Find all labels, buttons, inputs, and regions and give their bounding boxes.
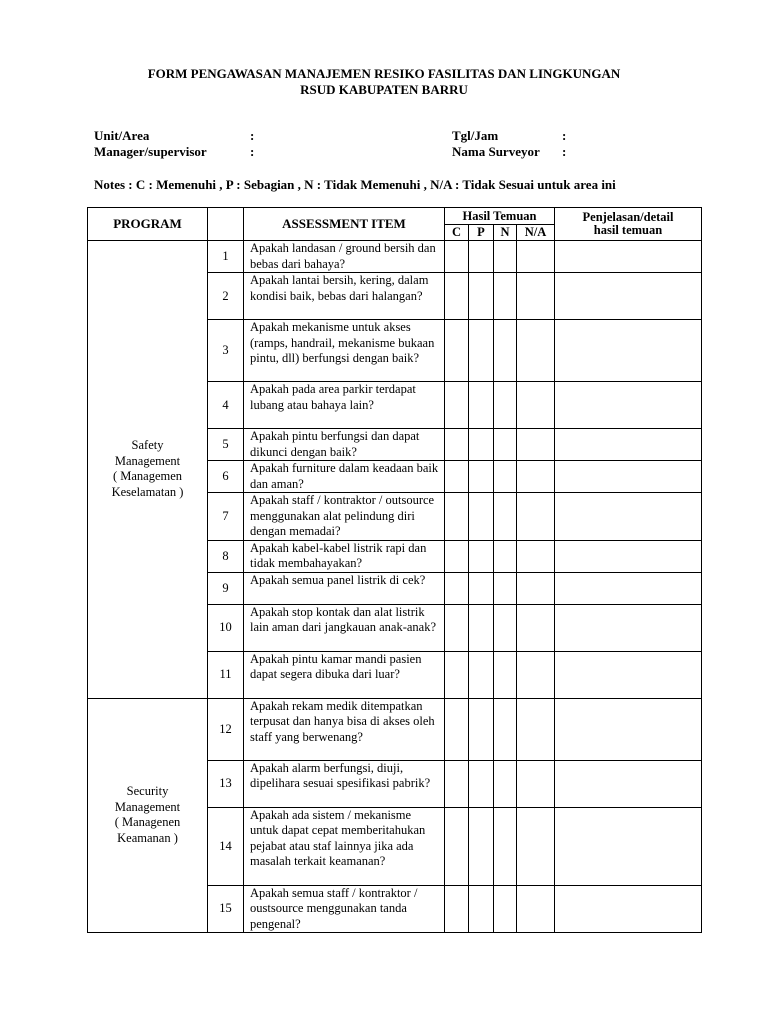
assessment-item-text: Apakah alarm berfungsi, diuji, dipelihara sesuai spesifikasi pabrik? (244, 760, 445, 807)
header-program: PROGRAM (88, 208, 208, 241)
result-c-cell[interactable] (445, 604, 469, 651)
result-n-cell[interactable] (494, 572, 517, 604)
program-label-line: ( Managemen (112, 469, 183, 484)
result-n-cell[interactable] (494, 429, 517, 461)
result-c-cell[interactable] (445, 493, 469, 541)
item-number: 13 (208, 760, 244, 807)
result-c-cell[interactable] (445, 461, 469, 493)
result-na-cell[interactable] (517, 320, 555, 382)
assessment-item-text: Apakah rekam medik ditempatkan terpusat dan hanya bisa di akses oleh staff yang berwenang? (244, 698, 445, 760)
header-penjelasan (555, 208, 702, 241)
result-p-cell[interactable] (469, 760, 494, 807)
program-cell (88, 698, 208, 933)
result-p-cell[interactable] (469, 604, 494, 651)
result-n-cell[interactable] (494, 885, 517, 933)
result-n-cell[interactable] (494, 320, 517, 382)
result-c-cell[interactable] (445, 572, 469, 604)
unit-area-label: Unit/Area (94, 128, 150, 143)
result-na-cell[interactable] (517, 572, 555, 604)
item-number: 1 (208, 241, 244, 273)
penjelasan-cell[interactable] (555, 241, 702, 273)
header-penjelasan-line1: Penjelasan/detail (582, 210, 674, 224)
assessment-item-text: Apakah lantai bersih, kering, dalam kondisi baik, bebas dari halangan? (244, 273, 445, 320)
header-na: N/A (517, 225, 555, 241)
assessment-item-text: Apakah landasan / ground bersih dan bebas dari bahaya? (244, 241, 445, 273)
penjelasan-cell[interactable] (555, 885, 702, 933)
notes-legend: Notes : C : Memenuhi , P : Sebagian , N : Tidak Memenuhi , N/A : Tidak Sesuai untuk area ini (94, 177, 616, 192)
penjelasan-cell[interactable] (555, 540, 702, 572)
penjelasan-cell[interactable] (555, 760, 702, 807)
result-p-cell[interactable] (469, 429, 494, 461)
result-na-cell[interactable] (517, 493, 555, 541)
result-p-cell[interactable] (469, 461, 494, 493)
assessment-item-text: Apakah pintu kamar mandi pasien dapat segera dibuka dari luar? (244, 651, 445, 698)
item-number: 5 (208, 429, 244, 461)
assessment-item-text: Apakah kabel-kabel listrik rapi dan tidak membahayakan? (244, 540, 445, 572)
result-p-cell[interactable] (469, 273, 494, 320)
result-c-cell[interactable] (445, 760, 469, 807)
form-subtitle: RSUD KABUPATEN BARRU (300, 82, 468, 97)
assessment-item-text: Apakah staff / kontraktor / outsource menggunakan alat pelindung diri dengan memadai? (244, 493, 445, 541)
item-number: 9 (208, 572, 244, 604)
penjelasan-cell[interactable] (555, 604, 702, 651)
header-n: N (494, 225, 517, 241)
result-na-cell[interactable] (517, 382, 555, 429)
penjelasan-cell[interactable] (555, 461, 702, 493)
result-n-cell[interactable] (494, 382, 517, 429)
penjelasan-cell[interactable] (555, 698, 702, 760)
result-n-cell[interactable] (494, 651, 517, 698)
result-n-cell[interactable] (494, 698, 517, 760)
result-na-cell[interactable] (517, 651, 555, 698)
assessment-table (87, 207, 702, 933)
result-c-cell[interactable] (445, 651, 469, 698)
assessment-item-text: Apakah pada area parkir terdapat lubang atau bahaya lain? (244, 382, 445, 429)
result-c-cell[interactable] (445, 540, 469, 572)
assessment-item-text: Apakah semua staff / kontraktor / oustsource menggunakan tanda pengenal? (244, 885, 445, 933)
item-number: 3 (208, 320, 244, 382)
result-p-cell[interactable] (469, 540, 494, 572)
result-p-cell[interactable] (469, 241, 494, 273)
program-label-line: Security (126, 784, 169, 799)
surveyor-colon: : (562, 144, 567, 159)
item-number: 12 (208, 698, 244, 760)
result-n-cell[interactable] (494, 241, 517, 273)
table-row (88, 241, 702, 273)
penjelasan-cell[interactable] (555, 807, 702, 885)
result-na-cell[interactable] (517, 604, 555, 651)
penjelasan-cell[interactable] (555, 320, 702, 382)
header-number (208, 208, 244, 241)
result-p-cell[interactable] (469, 698, 494, 760)
result-n-cell[interactable] (494, 760, 517, 807)
assessment-item-text: Apakah mekanisme untuk akses (ramps, handrail, mekanisme bukaan pintu, dll) berfungsi dengan baik? (244, 320, 445, 382)
header-hasil-temuan: Hasil Temuan (445, 208, 555, 225)
item-number: 8 (208, 540, 244, 572)
result-p-cell[interactable] (469, 493, 494, 541)
header-c: C (445, 225, 469, 241)
result-na-cell[interactable] (517, 807, 555, 885)
item-number: 4 (208, 382, 244, 429)
manager-label: Manager/supervisor (94, 144, 207, 159)
form-title: FORM PENGAWASAN MANAJEMEN RESIKO FASILITAS DAN LINGKUNGAN (147, 66, 621, 81)
penjelasan-cell[interactable] (555, 273, 702, 320)
result-c-cell[interactable] (445, 273, 469, 320)
unit-area-colon: : (250, 128, 255, 143)
assessment-item-text: Apakah pintu berfungsi dan dapat dikunci dengan baik? (244, 429, 445, 461)
result-p-cell[interactable] (469, 807, 494, 885)
manager-colon: : (250, 144, 255, 159)
item-number: 10 (208, 604, 244, 651)
result-n-cell[interactable] (494, 807, 517, 885)
item-number: 15 (208, 885, 244, 933)
surveyor-label: Nama Surveyor (452, 144, 540, 159)
table-row (88, 698, 702, 760)
program-label-line: Keamanan ) (117, 830, 178, 845)
result-c-cell[interactable] (445, 320, 469, 382)
result-c-cell[interactable] (445, 382, 469, 429)
header-penjelasan-line2: hasil temuan (593, 223, 663, 237)
result-na-cell[interactable] (517, 760, 555, 807)
penjelasan-cell[interactable] (555, 429, 702, 461)
assessment-item-text: Apakah ada sistem / mekanisme untuk dapat cepat memberitahukan pejabat atau staf lainnya jika ada masalah terkait keamanan? (244, 807, 445, 885)
header-assessment-item: ASSESSMENT ITEM (244, 208, 445, 241)
tgl-jam-label: Tgl/Jam (452, 128, 499, 143)
item-number: 2 (208, 273, 244, 320)
program-label-line: Safety (131, 438, 164, 453)
result-p-cell[interactable] (469, 651, 494, 698)
assessment-item-text: Apakah semua panel listrik di cek? (244, 572, 445, 604)
result-n-cell[interactable] (494, 493, 517, 541)
result-na-cell[interactable] (517, 273, 555, 320)
penjelasan-cell[interactable] (555, 572, 702, 604)
result-c-cell[interactable] (445, 698, 469, 760)
info-section (0, 128, 768, 162)
result-n-cell[interactable] (494, 604, 517, 651)
result-na-cell[interactable] (517, 540, 555, 572)
penjelasan-cell[interactable] (555, 493, 702, 541)
item-number: 6 (208, 461, 244, 493)
result-n-cell[interactable] (494, 461, 517, 493)
result-na-cell[interactable] (517, 429, 555, 461)
assessment-item-text: Apakah furniture dalam keadaan baik dan aman? (244, 461, 445, 493)
result-c-cell[interactable] (445, 807, 469, 885)
result-p-cell[interactable] (469, 572, 494, 604)
penjelasan-cell[interactable] (555, 382, 702, 429)
item-number: 7 (208, 493, 244, 541)
result-c-cell[interactable] (445, 241, 469, 273)
result-na-cell[interactable] (517, 461, 555, 493)
result-c-cell[interactable] (445, 885, 469, 933)
program-label-line: Management (114, 453, 181, 468)
result-na-cell[interactable] (517, 885, 555, 933)
program-label-line: ( Managenen (114, 815, 181, 830)
assessment-item-text: Apakah stop kontak dan alat listrik lain aman dari jangkauan anak-anak? (244, 604, 445, 651)
result-p-cell[interactable] (469, 885, 494, 933)
program-label-line: Management (114, 799, 181, 814)
result-p-cell[interactable] (469, 382, 494, 429)
tgl-jam-colon: : (562, 128, 567, 143)
result-na-cell[interactable] (517, 241, 555, 273)
result-n-cell[interactable] (494, 273, 517, 320)
penjelasan-cell[interactable] (555, 651, 702, 698)
table-body (88, 241, 702, 933)
result-na-cell[interactable] (517, 698, 555, 760)
result-c-cell[interactable] (445, 429, 469, 461)
item-number: 14 (208, 807, 244, 885)
item-number: 11 (208, 651, 244, 698)
result-n-cell[interactable] (494, 540, 517, 572)
program-cell (88, 241, 208, 699)
program-label-line: Keselamatan ) (111, 484, 184, 499)
header-p: P (469, 225, 494, 241)
result-p-cell[interactable] (469, 320, 494, 382)
